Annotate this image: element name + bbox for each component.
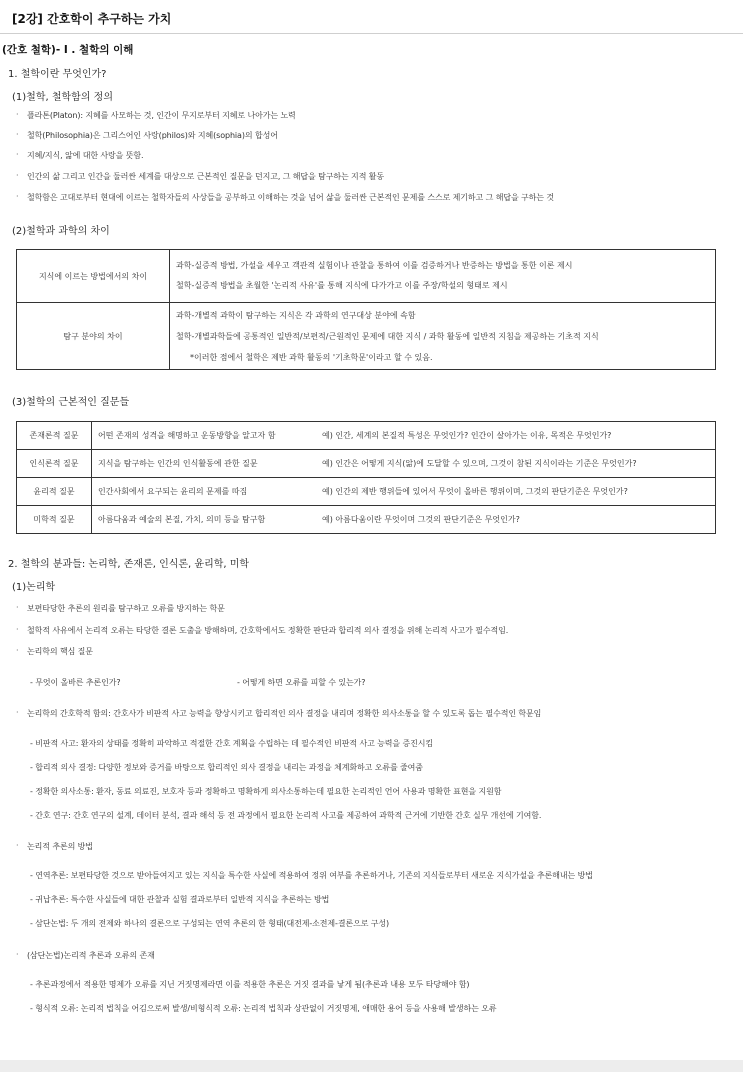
question-example-cell: 예) 인간의 제반 행위들에 있어서 무엇이 올바른 행위이며, 그것의 판단기준은 무엇인가? xyxy=(316,478,716,506)
question-type-cell: 인식론적 질문 xyxy=(17,450,92,478)
list-item: 보편타당한 추론의 원리를 탐구하고 오류를 방지하는 학문 xyxy=(27,604,225,613)
list-item: 철학함은 고대로부터 현대에 이르는 철학자들의 사상들을 공부하고 이해하는 것을 넘어 삶을 둘러싼 근본적인 문제를 스스로 제기하고 그 해답을 구하는 것 xyxy=(27,193,554,202)
sub-item: - 형식적 오류: 논리적 법칙을 어김으로써 발생/비형식적 오류: 논리적 법칙과 상관없이 거짓명제, 애매한 용어 등을 사용해 발생하는 오류 xyxy=(30,1004,497,1013)
list-item: (삼단논법)논리적 추론과 오류의 존재 xyxy=(27,951,155,960)
table-row xyxy=(17,250,716,303)
sub-item: - 합리적 의사 결정: 다양한 정보와 증거를 바탕으로 합리적인 의사 결정을 내리는 과정을 체계화하고 오류를 줄여줌 xyxy=(30,763,423,772)
list-item: 플라톤(Platon): 지혜를 사모하는 것, 인간이 무지로부터 지혜로 나아가는 노력 xyxy=(27,111,296,120)
table-row xyxy=(17,506,716,534)
bullet-dot: · xyxy=(16,841,19,850)
sub-item: - 비판적 사고: 환자의 상태를 정확히 파악하고 적절한 간호 계획을 수립하는 데 필수적인 비판적 사고 능력을 증진시킴 xyxy=(30,739,433,748)
bullet-dot: · xyxy=(16,646,19,655)
bullet-dot: · xyxy=(16,625,19,634)
table-note: *이러한 점에서 철학은 제반 과학 활동의 '기초학문'이라고 할 수 있음. xyxy=(190,352,433,362)
page-bottom-band xyxy=(0,1060,743,1072)
question-1-title: 1. 철학이란 무엇인가? xyxy=(8,69,107,80)
sub-item: - 정확한 의사소통: 환자, 동료 의료진, 보호자 등과 정확하고 명확하게 의사소통하는데 필요한 논리적인 언어 사용과 명확한 표현을 지원함 xyxy=(30,787,502,796)
table-line: 철학-실증적 방법을 초월한 '논리적 사유'를 통해 지식에 다가가고 이를 주장/학설의 형태로 제시 xyxy=(176,281,508,290)
sub-item: - 추론과정에서 적용한 명제가 오류를 지닌 거짓명제라면 이를 적용한 추론은 거짓 결과를 낳게 됨(추론과 내용 모두 타당해야 함) xyxy=(30,980,470,989)
question-2-title: 2. 철학의 분과들: 논리학, 존재론, 인식론, 윤리학, 미학 xyxy=(8,559,250,570)
header-divider xyxy=(0,33,743,34)
core-question: - 어떻게 하면 오류를 피할 수 있는가? xyxy=(237,678,366,687)
bullet-dot: · xyxy=(16,110,19,119)
sub-item: - 간호 연구: 간호 연구의 설계, 데이터 분석, 결과 해석 등 전 과정에서 필요한 논리적 사고를 제공하여 과학적 근거에 기반한 간호 실무 개선에 기여함. xyxy=(30,811,542,820)
question-type-cell: 미학적 질문 xyxy=(17,506,92,534)
table-content-cell xyxy=(170,303,716,370)
list-item: 철학(Philosophia)은 그리스어인 사랑(philos)와 지혜(sophia)의 합성어 xyxy=(27,131,278,140)
subsection-1-3-title: (3)철학의 근본적인 질문들 xyxy=(12,397,130,408)
bullet-dot: · xyxy=(16,150,19,159)
table-label-cell: 지식에 이르는 방법에서의 차이 xyxy=(17,250,170,303)
question-desc-cell: 인간사회에서 요구되는 윤리의 문제를 따짐 xyxy=(92,478,317,506)
table-label-cell: 탐구 분야의 차이 xyxy=(17,303,170,370)
table-line: 과학-개별적 과학이 탐구하는 지식은 각 과학의 연구대상 분야에 속함 xyxy=(176,310,416,320)
list-item: 논리학의 간호학적 함의: 간호사가 비판적 사고 능력을 향상시키고 합리적인 의사 결정을 내리며 정확한 의사소통을 할 수 있도록 돕는 필수적인 학문임 xyxy=(27,709,542,718)
table-row xyxy=(17,303,716,370)
philosophy-science-table xyxy=(16,249,716,370)
question-desc-cell: 아름다움과 예술의 본질, 가치, 의미 등을 탐구함 xyxy=(92,506,317,534)
bullet-dot: · xyxy=(16,130,19,139)
question-desc-cell: 지식을 탐구하는 인간의 인식활동에 관한 질문 xyxy=(92,450,317,478)
bullet-dot: · xyxy=(16,708,19,717)
core-question: - 무엇이 올바른 추론인가? xyxy=(30,678,121,687)
list-item: 지혜/지식, 앎에 대한 사랑을 뜻함. xyxy=(27,151,144,160)
question-type-cell: 존재론적 질문 xyxy=(17,422,92,450)
subsection-1-2-title: (2)철학과 과학의 차이 xyxy=(12,226,110,237)
bullet-dot: · xyxy=(16,603,19,612)
table-line: 과학-실증적 방법, 가설을 세우고 객관적 실험이나 관찰을 통하여 이를 검증하거나 반증하는 방법을 통한 이론 제시 xyxy=(176,261,573,270)
sub-item: - 귀납추론: 특수한 사실들에 대한 관찰과 실험 결과로부터 일반적 지식을 추론하는 방법 xyxy=(30,895,330,904)
sub-item: - 삼단논법: 두 개의 전제와 하나의 결론으로 구성되는 연역 추론의 한 형태(대전제-소전제-결론으로 구성) xyxy=(30,919,390,928)
question-desc-cell: 어떤 존재의 성격을 해명하고 운동방향을 알고자 함 xyxy=(92,422,317,450)
list-item: 논리학의 핵심 질문 xyxy=(27,647,93,656)
list-item: 논리적 추론의 방법 xyxy=(27,842,93,851)
table-row xyxy=(17,478,716,506)
subsection-2-1-title: (1)논리학 xyxy=(12,582,56,593)
fundamental-questions-table xyxy=(16,421,716,534)
question-example-cell: 예) 인간, 세계의 본질적 특성은 무엇인가? 인간이 살아가는 이유, 목적은 무엇인가? xyxy=(316,422,716,450)
question-example-cell: 예) 인간은 어떻게 지식(앎)에 도달할 수 있으며, 그것이 참된 지식이라는 기준은 무엇인가? xyxy=(316,450,716,478)
table-row xyxy=(17,422,716,450)
section-heading: (간호 철학)- I . 철학의 이해 xyxy=(2,44,134,56)
lecture-title: [2강] 간호학이 추구하는 가치 xyxy=(12,12,172,26)
subsection-1-1-title: (1)철학, 철학함의 정의 xyxy=(12,92,113,103)
bullet-dot: · xyxy=(16,192,19,201)
table-row xyxy=(17,450,716,478)
table-content-cell xyxy=(170,250,716,303)
sub-item: - 연역추론: 보편타당한 것으로 받아들여지고 있는 지식을 특수한 사실에 적용하여 정위 여부를 추론하거나, 기존의 지식들로부터 새로운 지식가설을 추론해내는 방법 xyxy=(30,871,593,880)
bullet-dot: · xyxy=(16,171,19,180)
question-example-cell: 예) 아름다움이란 무엇이며 그것의 판단기준은 무엇인가? xyxy=(316,506,716,534)
table-line: 철학-개별과학들에 공통적인 일반적/보편적/근원적인 문제에 대한 지식 / 과학 활동에 일반적 지침을 제공하는 기초적 지식 xyxy=(176,331,599,341)
question-type-cell: 윤리적 질문 xyxy=(17,478,92,506)
list-item: 인간의 삶 그리고 인간을 둘러싼 세계를 대상으로 근본적인 질문을 던지고, 그 해답을 탐구하는 지적 활동 xyxy=(27,172,385,181)
list-item: 철학적 사유에서 논리적 오류는 타당한 결론 도출을 방해하며, 간호학에서도 정확한 판단과 합리적 의사 결정을 위해 논리적 사고가 필수적임. xyxy=(27,626,509,635)
bullet-dot: · xyxy=(16,950,19,959)
